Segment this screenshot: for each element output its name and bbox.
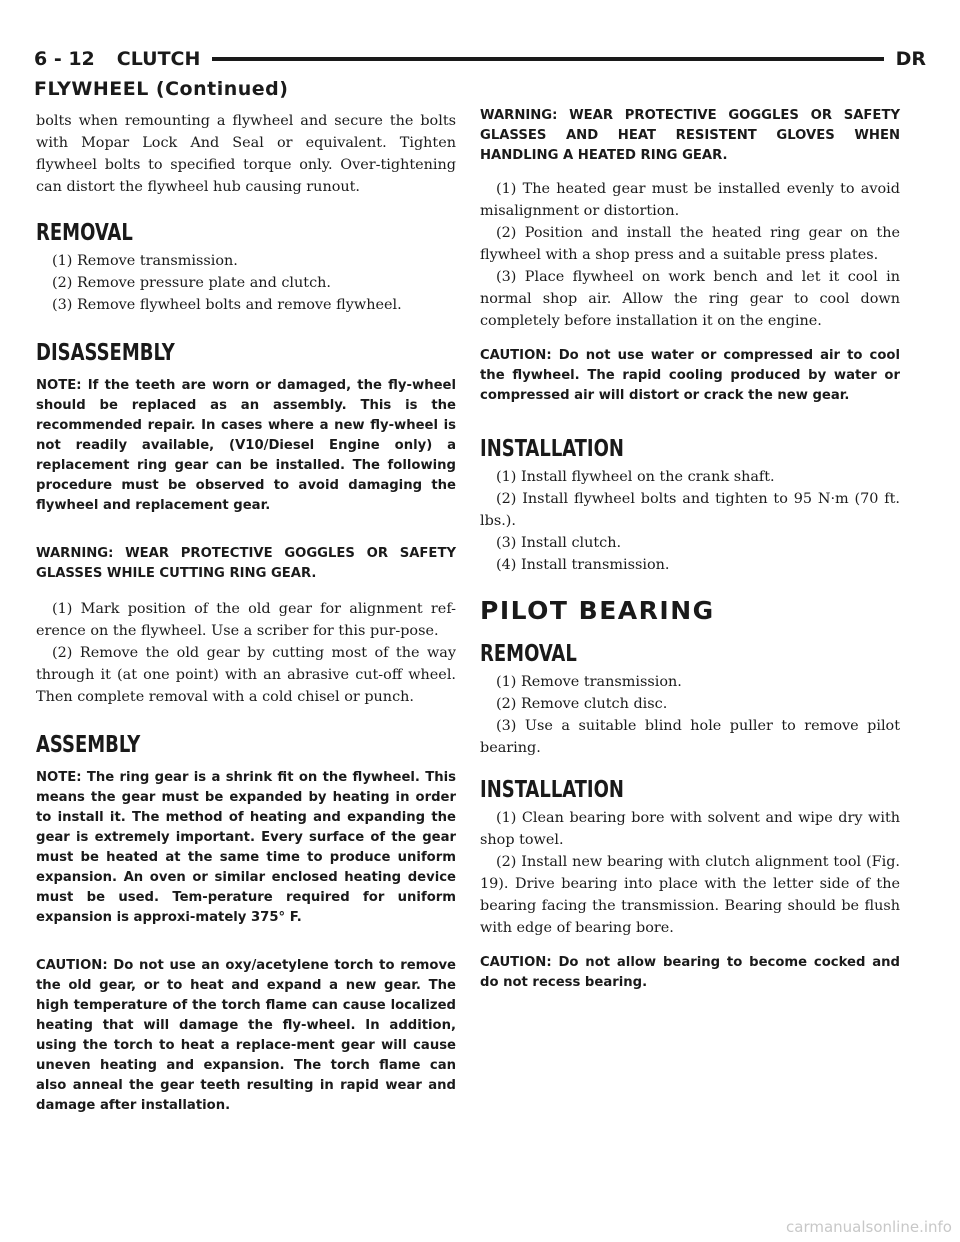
disassembly-step-2: (2) Remove the old gear by cutting most of the way through it (at one point) with an abrasive cut-off wheel. Then complete removal with a cold chisel or punch. [36, 645, 456, 705]
watermark: carmanualsonline.info [786, 1218, 952, 1236]
pilot-removal-step-1: (1) Remove transmission. [496, 674, 682, 690]
assembly-note: NOTE: The ring gear is a shrink fit on the flywheel. This means the gear must be expanded by heating in order to install it. The method of heating and expanding the gear is extremely important. Every surface of the gear must be heated at the same time to produce uniform expansion. An oven or similar enclosed heating device must be used. Tem-perature required for uniform expansion is approxi-mately 375° F. [36, 770, 456, 925]
pilot-install-step-2: (2) Install new bearing with clutch alignment tool (Fig. 19). Drive bearing into place with the letter side of the bearing facing the transmission. Bearing should be flush with edge of bearing bore. [480, 854, 900, 936]
cooling-caution: CAUTION: Do not use water or compressed air to cool the flywheel. The rapid cooling produced by water or compressed air will distort or crack the new gear. [480, 348, 900, 403]
removal-step: (1) Remove transmission. [52, 253, 238, 269]
model-code: DR [895, 48, 926, 70]
assembly-step-3: (3) Place flywheel on work bench and let it cool in normal shop air. Allow the ring gear to cool down completely before installation it on the engine. [480, 269, 900, 329]
assembly-heading: ASSEMBLY [36, 730, 141, 758]
removal-step: (3) Remove flywheel bolts and remove flywheel. [52, 297, 402, 313]
heated-gear-warning: WARNING: WEAR PROTECTIVE GOGGLES OR SAFETY GLASSES AND HEAT RESISTENT GLOVES WHEN HANDLING A HEATED RING GEAR. [480, 108, 900, 163]
disassembly-heading: DISASSEMBLY [36, 338, 175, 366]
assembly-caution: CAUTION: Do not use an oxy/acetylene torch to remove the old gear, or to heat and expand a new gear. The high temperature of the torch flame can cause localized heating that will damage the fly-wheel. In addition, using the torch to heat a replace-ment gear will cause uneven heating and expansion. The torch flame can also anneal the gear teeth resulting in rapid wear and damage after installation. [36, 958, 456, 1113]
continued-title: FLYWHEEL (Continued) [34, 78, 289, 100]
pilot-removal-heading: REMOVAL [480, 639, 577, 667]
header-rule [212, 57, 883, 61]
chapter-title: CLUTCH [116, 48, 201, 70]
install-step-4: (4) Install transmission. [496, 557, 670, 573]
removal-heading: REMOVAL [36, 218, 133, 246]
right-column [480, 110, 900, 993]
disassembly-note: NOTE: If the teeth are worn or damaged, the fly-wheel should be replaced as an assembly. This is the recommended repair. In cases where a new fly-wheel is not readily available, (V10/Diesel Engine only) a replacement ring gear can be installed. The following procedure must be observed to avoid damaging the flywheel and replacement gear. [36, 378, 456, 513]
page-header [34, 46, 926, 72]
installation-heading: INSTALLATION [480, 434, 624, 462]
pilot-caution: CAUTION: Do not allow bearing to become cocked and do not recess bearing. [480, 955, 900, 990]
pilot-bearing-title: PILOT BEARING [480, 596, 715, 625]
removal-step: (2) Remove pressure plate and clutch. [52, 275, 331, 291]
install-step-3: (3) Install clutch. [496, 535, 622, 551]
pilot-install-step-1: (1) Clean bearing bore with solvent and wipe dry with shop towel. [480, 810, 900, 848]
install-step-1: (1) Install flywheel on the crank shaft. [496, 469, 775, 485]
disassembly-warning: WARNING: WEAR PROTECTIVE GOGGLES OR SAFETY GLASSES WHILE CUTTING RING GEAR. [36, 546, 456, 581]
pilot-removal-step-3: (3) Use a suitable blind hole puller to remove pilot bearing. [480, 718, 900, 756]
left-column [36, 110, 456, 1116]
pilot-installation-heading: INSTALLATION [480, 775, 624, 803]
install-step-2: (2) Install flywheel bolts and tighten to 95 N·m (70 ft. lbs.). [480, 491, 900, 529]
section-number: 6 - 12 [34, 48, 95, 70]
assembly-step-2: (2) Position and install the heated ring gear on the flywheel with a shop press and a suitable press plates. [480, 225, 900, 263]
pilot-removal-step-2: (2) Remove clutch disc. [496, 696, 668, 712]
intro-paragraph: bolts when remounting a flywheel and secure the bolts with Mopar Lock And Seal or equivalent. Tighten flywheel bolts to specified torque only. Over-tightening can distort the flywheel hub causing runout. [36, 113, 456, 195]
assembly-step-1: (1) The heated gear must be installed evenly to avoid misalignment or distortion. [480, 181, 900, 219]
disassembly-step-1: (1) Mark position of the old gear for alignment ref-erence on the flywheel. Use a scriber for this pur-pose. [36, 601, 456, 639]
